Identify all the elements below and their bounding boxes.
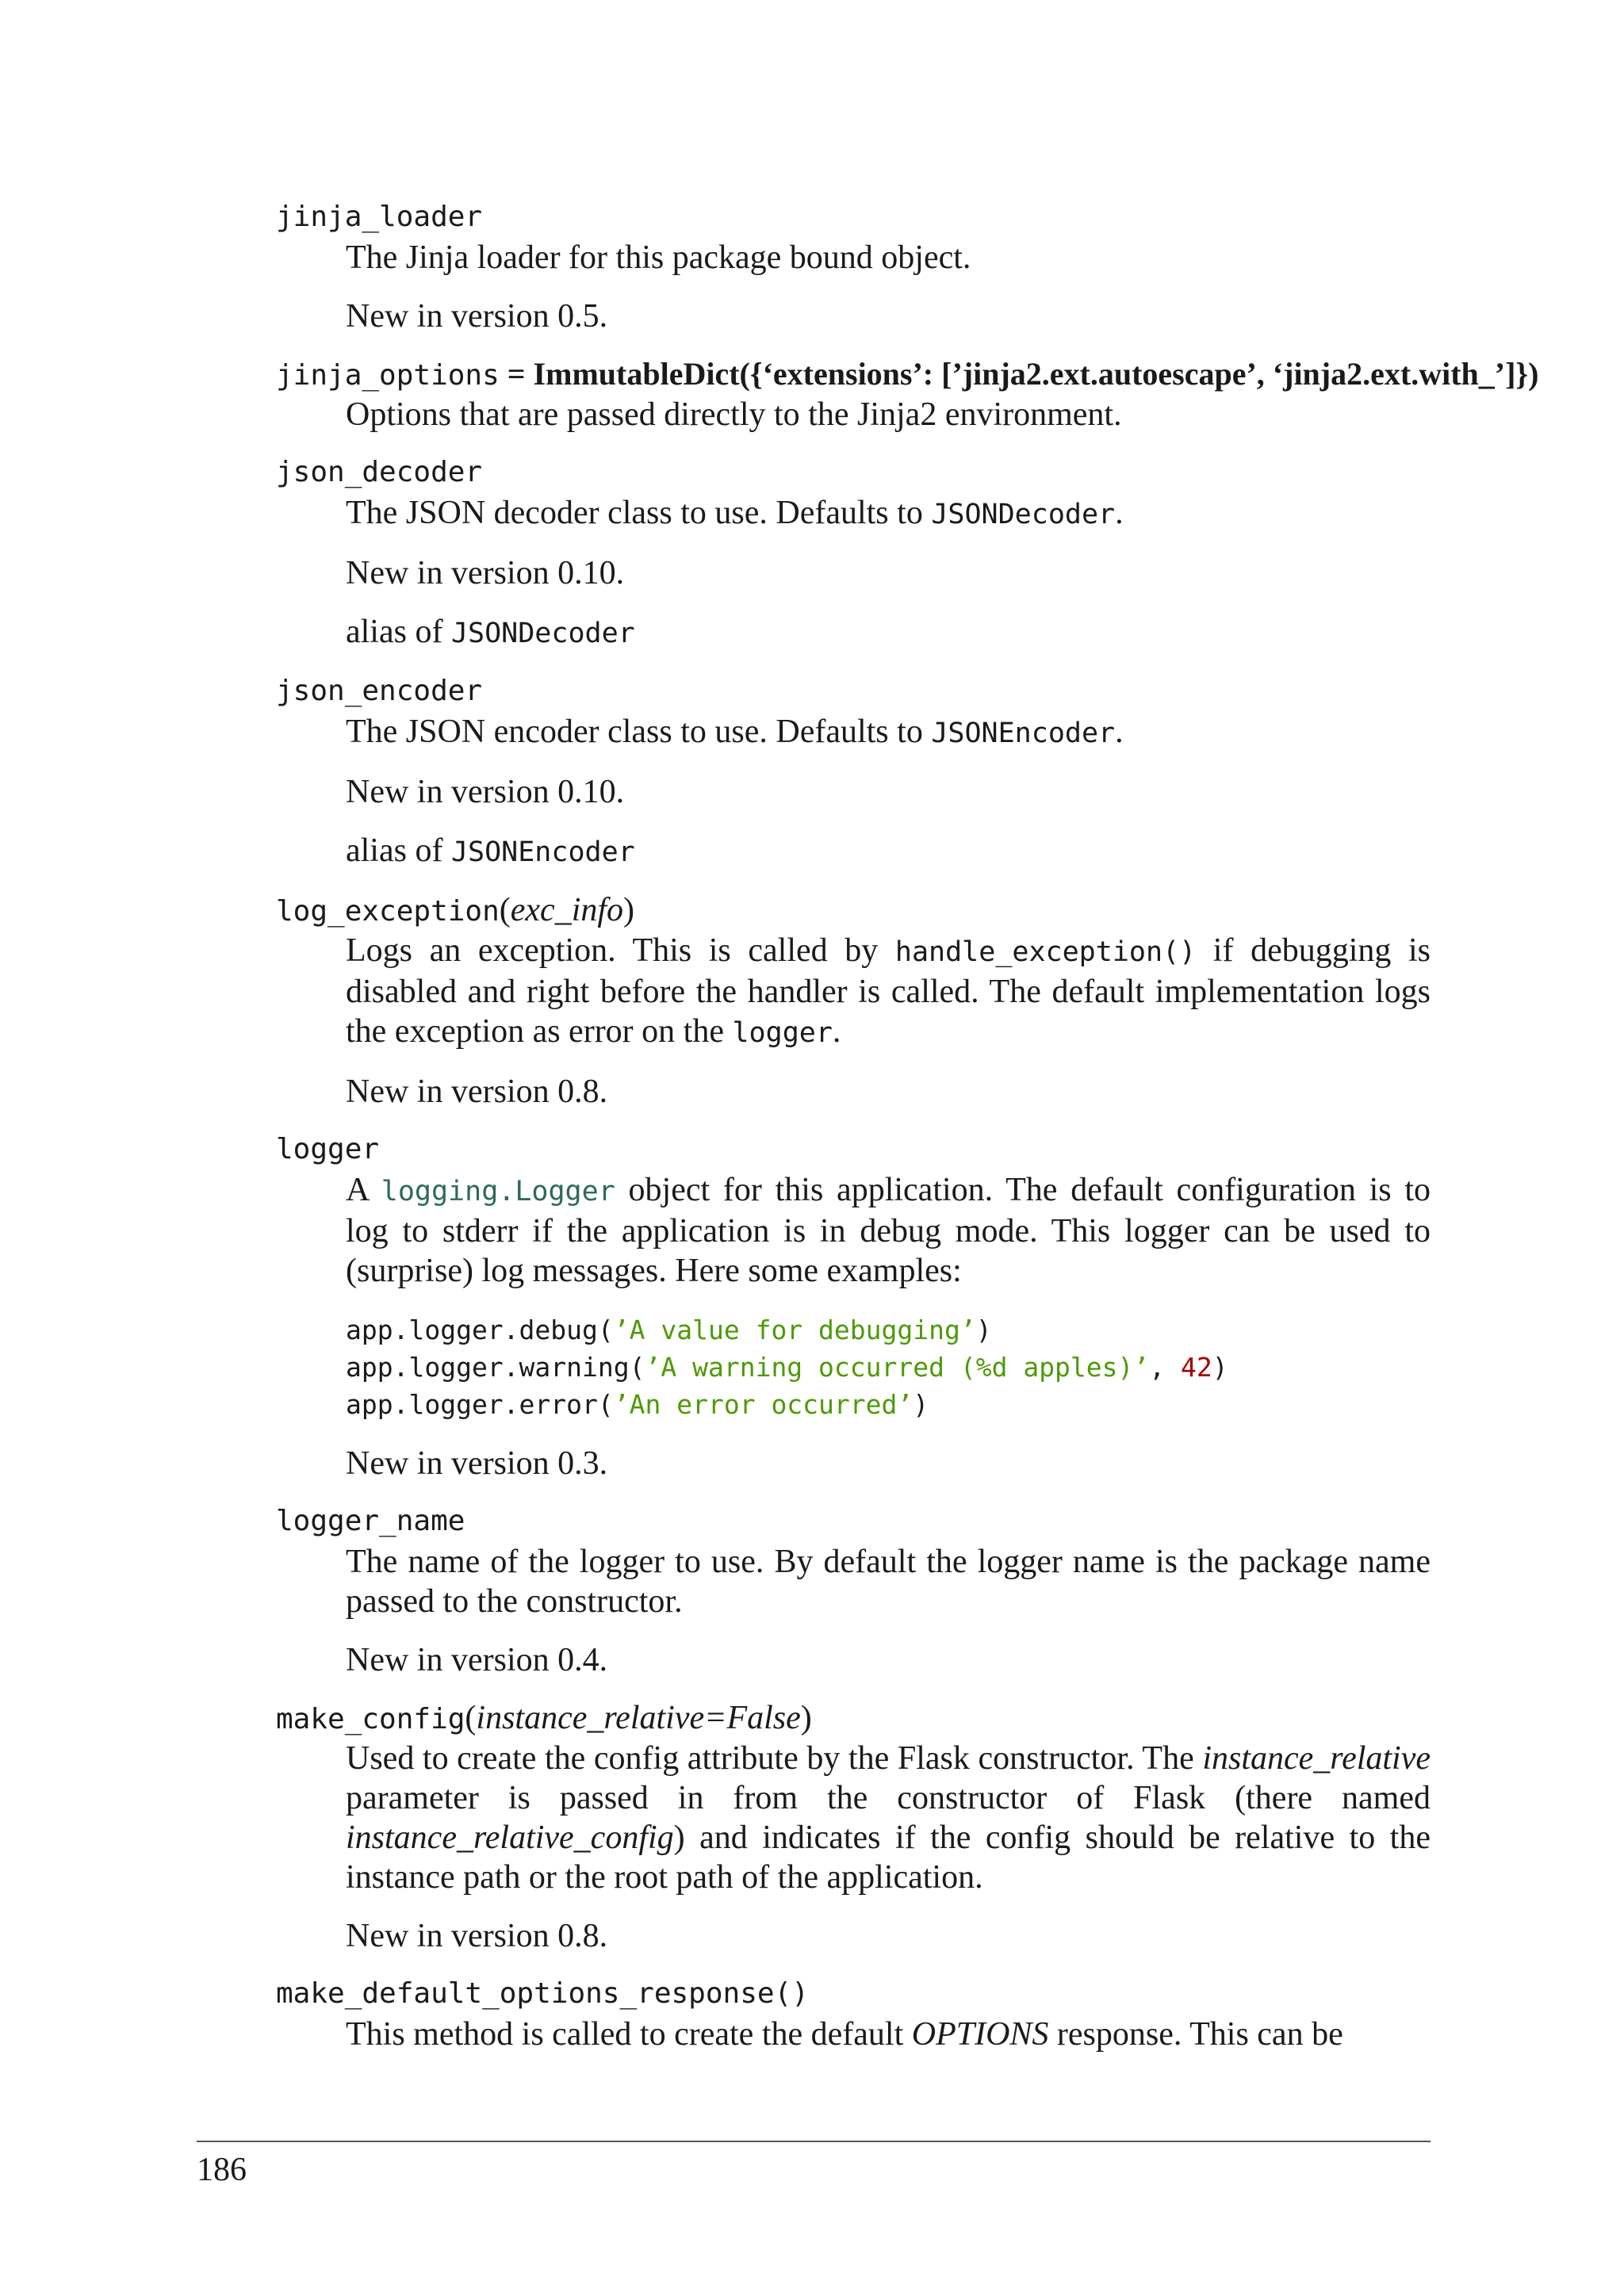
version-note: New in version 0.10. <box>346 774 625 810</box>
description-text <box>346 931 1431 1053</box>
text: Logs an exception. This is called by <box>346 932 895 969</box>
method-name: log_exception <box>276 895 500 928</box>
entry-json-decoder <box>276 452 1431 653</box>
text: This method is called to create the default <box>346 2016 912 2053</box>
text: if debugging is disabled and right before the handler is called. The default implementation logs the exception as error on the <box>346 932 1431 1050</box>
code-text: app.logger.warning( <box>346 1352 645 1383</box>
signature <box>276 1129 1431 1170</box>
signature <box>276 1697 1431 1739</box>
attribute-name: json_decoder <box>276 456 483 488</box>
text: The JSON decoder class to use. Defaults to <box>346 495 932 531</box>
code-string: ’A value for debugging’ <box>613 1314 976 1345</box>
version-note: New in version 0.10. <box>346 555 625 591</box>
text: response. This can be <box>1048 2016 1343 2053</box>
code-example <box>346 1311 1431 1423</box>
attribute-value: = ImmutableDict({‘extensions’: [’jinja2.ext.autoescape’, ‘jinja2.ext.with_’]}) <box>499 356 1539 392</box>
paren-close: ) <box>800 1700 812 1736</box>
logging-logger-link[interactable]: logging.Logger <box>381 1176 615 1207</box>
text: . <box>832 1013 841 1050</box>
entry-make-default-options-response <box>276 1973 1431 2054</box>
text: Used to create the config attribute by the Flask constructor. The <box>346 1740 1203 1777</box>
method-name: make_config <box>276 1703 465 1735</box>
entry-log-exception <box>276 890 1431 1112</box>
emphasis: OPTIONS <box>911 2016 1049 2053</box>
text: The JSON encoder class to use. Defaults to <box>346 714 932 750</box>
method-name: make_default_options_response <box>276 1977 775 2010</box>
description <box>346 1170 1431 1483</box>
inline-code: JSONDecoder <box>931 499 1116 530</box>
code-string: ’An error occurred’ <box>613 1389 914 1420</box>
code-number: 42 <box>1181 1352 1212 1383</box>
text: . <box>1115 495 1124 531</box>
inline-code: JSONEncoder <box>931 718 1116 749</box>
code-line <box>346 1389 929 1420</box>
text: alias of <box>346 832 451 869</box>
signature <box>276 452 1431 493</box>
text: . <box>1115 714 1124 750</box>
version-note: New in version 0.8. <box>346 1918 608 1954</box>
signature <box>276 890 1431 931</box>
description <box>346 1739 1431 1956</box>
entry-logger <box>276 1129 1431 1483</box>
code-text: ) <box>913 1389 929 1420</box>
signature <box>276 1501 1431 1542</box>
paren-open: ( <box>499 892 511 928</box>
footer-rule <box>197 2141 1431 2142</box>
description <box>346 712 1431 872</box>
code-text: ) <box>975 1314 992 1345</box>
code-text: , <box>1149 1352 1182 1383</box>
paren-close: ) <box>623 892 635 928</box>
signature <box>276 1973 1431 2015</box>
code-line <box>346 1352 1228 1383</box>
description-text: The Jinja loader for this package bound object. <box>346 239 971 276</box>
text: alias of <box>346 614 451 650</box>
emphasis: instance_relative <box>1202 1740 1431 1777</box>
code-text: ) <box>1212 1352 1228 1383</box>
entry-jinja-options <box>276 354 1539 434</box>
inline-code: handle_exception() <box>894 936 1197 968</box>
version-note: New in version 0.5. <box>346 298 608 335</box>
description-text <box>346 1170 1431 1291</box>
inline-code: JSONDecoder <box>450 618 635 649</box>
api-reference-content <box>276 197 1539 2072</box>
signature <box>276 354 1539 395</box>
code-line <box>346 1314 992 1345</box>
inline-code: logger <box>732 1017 833 1049</box>
description <box>346 2015 1431 2054</box>
text: object for this application. The default configuration is to log to stderr if the application is in debug mode. This logger can be used to (surprise) log messages. Here some examples: <box>346 1172 1431 1289</box>
inline-code: JSONEncoder <box>450 836 635 868</box>
description <box>346 931 1431 1112</box>
entry-logger-name <box>276 1501 1431 1680</box>
argument: exc_info <box>510 892 624 928</box>
description-text <box>346 1739 1431 1897</box>
version-note: New in version 0.8. <box>346 1073 608 1110</box>
text: ) and indicates if the config should be relative to the instance path or the root path of the application. <box>346 1820 1431 1896</box>
paren-open: ( <box>465 1700 477 1736</box>
text: A <box>346 1172 381 1208</box>
page-number: 186 <box>197 2152 247 2188</box>
code-text: app.logger.error( <box>346 1389 614 1420</box>
attribute-name: logger_name <box>276 1505 465 1537</box>
entry-json-encoder <box>276 671 1431 872</box>
description-text: The name of the logger to use. By default the logger name is the package name passed to the constructor. <box>346 1544 1431 1620</box>
description <box>346 238 1431 336</box>
parens: () <box>774 1977 809 2010</box>
version-note: New in version 0.3. <box>346 1445 608 1482</box>
argument: instance_relative=False <box>476 1700 801 1736</box>
entry-jinja-loader <box>276 197 1431 336</box>
attribute-name: jinja_options <box>276 359 500 392</box>
attribute-name: json_encoder <box>276 675 483 707</box>
description-text: Options that are passed directly to the Jinja2 environment. <box>346 396 1122 433</box>
signature <box>276 197 1431 238</box>
entry-make-config <box>276 1697 1431 1956</box>
version-note: New in version 0.4. <box>346 1642 608 1678</box>
alias-note <box>346 831 1431 872</box>
text: parameter is passed in from the constructor of Flask (there named <box>346 1780 1431 1816</box>
description <box>346 493 1431 653</box>
alias-note <box>346 612 1431 653</box>
signature <box>276 671 1431 712</box>
description-text <box>346 493 1431 534</box>
attribute-name: jinja_loader <box>276 201 483 233</box>
emphasis: instance_relative_config <box>346 1820 674 1856</box>
code-text: app.logger.debug( <box>346 1314 614 1345</box>
attribute-name: logger <box>276 1133 380 1165</box>
code-string: ’A warning occurred (%d apples)’ <box>645 1352 1150 1383</box>
description <box>346 1542 1431 1680</box>
description <box>346 395 1431 434</box>
description-text <box>346 712 1431 753</box>
description-text <box>346 2015 1431 2054</box>
